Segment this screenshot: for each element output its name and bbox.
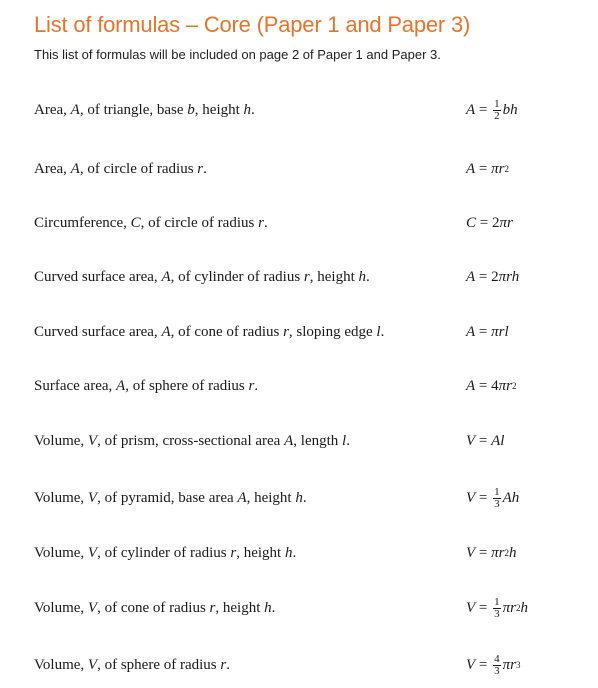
formula-row-sphere-volume: [0, 653, 598, 677]
formula-row-triangle-area: [0, 98, 598, 122]
formula-description: Volume, V, of sphere of radius r.: [34, 657, 230, 673]
formula-row-sphere-surface: [0, 374, 598, 398]
page-subtitle: This list of formulas will be included on page 2 of Paper 1 and Paper 3.: [34, 47, 441, 62]
page-title: List of formulas – Core (Paper 1 and Paper 3): [34, 12, 471, 37]
formula-expression: A = πrl: [466, 323, 509, 340]
formula-description: Volume, V, of prism, cross-sectional area A, length l.: [34, 433, 350, 449]
formula-expression: V = $\frac{1}{3}$ Ah: [466, 485, 520, 510]
formula-row-circumference: [0, 211, 598, 235]
formula-expression: C = 2 πr: [466, 214, 513, 231]
formula-description: Curved surface area, A, of cone of radius r, sloping edge l.: [34, 324, 385, 340]
formula-description: Volume, V, of cone of radius r, height h.: [34, 600, 276, 616]
formula-row-cylinder-volume: [0, 541, 598, 565]
formula-expression: A = πr 2: [466, 160, 509, 177]
formula-row-cone-volume: [0, 596, 598, 620]
formula-row-circle-area: [0, 157, 598, 181]
formula-description: Area, A, of circle of radius r.: [34, 161, 207, 177]
formula-expression: A = $\frac{1}{2}$ bh: [466, 97, 518, 122]
formula-description: Curved surface area, A, of cylinder of radius r, height h.: [34, 269, 370, 285]
formula-expression: V = Al: [466, 432, 505, 449]
formula-description: Volume, V, of pyramid, base area A, height h.: [34, 490, 307, 506]
formula-expression: V = $\frac{4}{3}$ πr 3: [466, 652, 521, 677]
formula-description: Volume, V, of cylinder of radius r, height h.: [34, 545, 297, 561]
formula-row-prism-volume: [0, 429, 598, 453]
formula-expression: V = πr 2 h: [466, 544, 517, 561]
formula-expression: V = $\frac{1}{3}$ πr 2 h: [466, 595, 528, 620]
formula-row-pyramid-volume: [0, 486, 598, 510]
formula-description: Surface area, A, of sphere of radius r.: [34, 378, 259, 394]
formula-row-cone-curved-surface: [0, 320, 598, 344]
formula-row-cylinder-curved-surface: [0, 265, 598, 289]
formula-description: Area, A, of triangle, base b, height h.: [34, 102, 255, 118]
formula-expression: A = 4 πr 2: [466, 377, 517, 394]
formula-expression: A = 2 πrh: [466, 268, 520, 285]
formula-description: Circumference, C, of circle of radius r.: [34, 215, 268, 231]
